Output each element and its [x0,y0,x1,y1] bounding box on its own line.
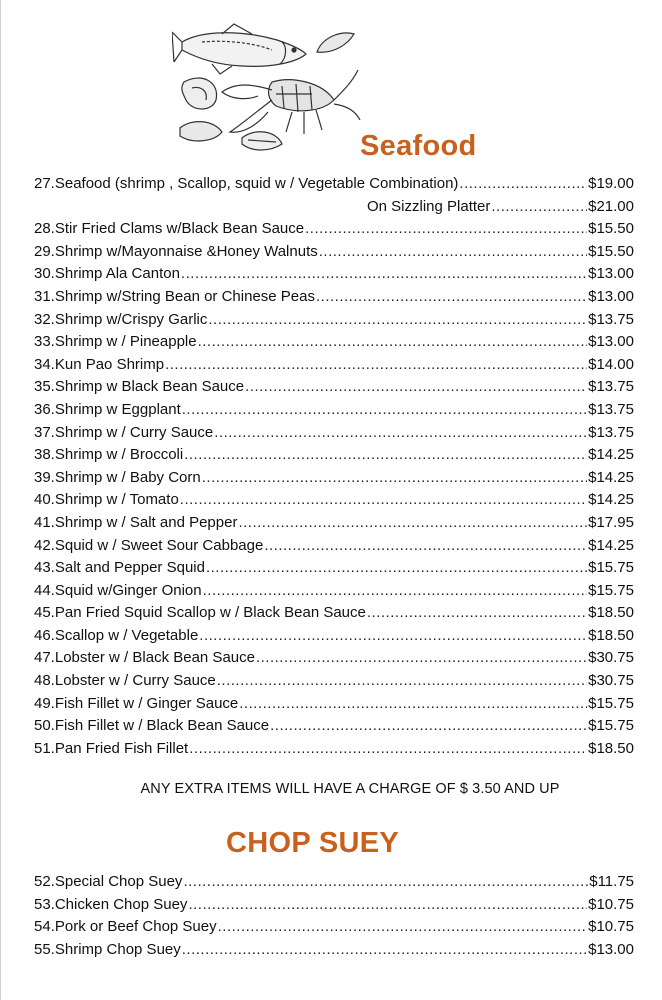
dot-leader [184,444,587,467]
menu-item-price: $13.75 [588,423,634,441]
dot-leader [256,647,587,670]
menu-item [34,309,634,332]
menu-item-price: $13.00 [588,265,634,283]
menu-item-name: On Sizzling Platter [367,197,491,215]
menu-item-price: $15.75 [588,581,634,599]
menu-item [34,715,634,738]
menu-item-price: $14.25 [588,536,634,554]
dot-leader [245,376,587,399]
menu-item [34,331,634,354]
menu-item [34,647,634,670]
menu-item [34,535,634,558]
menu-item-name: 46.Scallop w / Vegetable [34,626,199,644]
menu-item-price: $10.75 [588,895,634,913]
menu-item [34,422,634,445]
menu-item-price: $30.75 [588,672,634,690]
menu-item-name: 28.Stir Fried Clams w/Black Bean Sauce [34,220,305,238]
menu-item-name: 42.Squid w / Sweet Sour Cabbage [34,536,264,554]
menu-item-name: 39.Shrimp w / Baby Corn [34,468,201,486]
menu-item-price: $19.00 [588,175,634,192]
menu-item-price: $21.00 [588,197,634,215]
menu-item-name: 43.Salt and Pepper Squid [34,559,205,577]
menu-item [34,916,634,939]
dot-leader [218,916,588,939]
dot-leader [319,241,587,264]
menu-item-name: 41.Shrimp w / Salt and Pepper [34,513,238,531]
menu-item-name: 35.Shrimp w Black Bean Sauce [34,378,245,396]
dot-leader [367,602,587,625]
menu-item-name: 38.Shrimp w / Broccoli [34,446,184,464]
menu-item [34,670,634,693]
menu-item-name: 31.Shrimp w/String Bean or Chinese Peas [34,287,315,305]
menu-item-price: $17.95 [588,513,634,531]
seafood-heading: Seafood [360,130,477,162]
menu-item-name: 45.Pan Fried Squid Scallop w / Black Bean Sauce [34,604,366,622]
menu-item-name: 49.Fish Fillet w / Ginger Sauce [34,694,239,712]
dot-leader [270,715,587,738]
menu-item-price: $18.50 [588,739,634,757]
dot-leader [182,939,587,962]
menu-item [34,263,634,286]
dot-leader [238,512,587,535]
menu-item [34,512,634,535]
menu-item [34,894,634,917]
menu-item-price: $13.00 [588,940,634,958]
menu-item [34,173,634,196]
dot-leader [189,738,587,761]
menu-item [34,625,634,648]
menu-item [34,196,634,219]
dot-leader [316,286,587,309]
menu-item-name: 55.Shrimp Chop Suey [34,940,181,958]
menu-item-price: $14.25 [588,468,634,486]
menu-item [34,354,634,377]
menu-item [34,399,634,422]
dot-leader [198,331,588,354]
dot-leader [305,218,587,241]
chop-suey-heading: CHOP SUEY [226,827,399,859]
menu-item [34,693,634,716]
menu-item-name: 44.Squid w/Ginger Onion [34,581,202,599]
page-edge [0,0,1,1000]
menu-item [34,376,634,399]
extra-charge-notice: ANY EXTRA ITEMS WILL HAVE A CHARGE OF $ 3.50 AND UP [140,781,560,797]
menu-item-price: $13.75 [588,400,634,418]
dot-leader [181,263,587,286]
seafood-menu-list [34,173,634,760]
dot-leader [239,693,587,716]
menu-item-name: 36.Shrimp w Eggplant [34,400,181,418]
chop-suey-menu-list [34,871,634,961]
menu-item [34,557,634,580]
menu-item-name: 27.Seafood (shrimp , Scallop, squid w / Vegetable Combination) [34,175,459,192]
menu-item-price: $15.50 [588,242,634,260]
dot-leader [264,535,587,558]
menu-item-price: $15.75 [588,694,634,712]
dot-leader [203,580,588,603]
menu-item-price: $11.75 [589,873,634,890]
menu-item [34,580,634,603]
menu-item-price: $13.75 [588,310,634,328]
dot-leader [206,557,587,580]
menu-item [34,871,634,894]
dot-leader [199,625,587,648]
menu-item-name: 32.Shrimp w/Crispy Garlic [34,310,208,328]
menu-item-name: 33.Shrimp w / Pineapple [34,333,197,351]
menu-item-price: $14.25 [588,446,634,464]
menu-item-name: 50.Fish Fillet w / Black Bean Sauce [34,717,270,735]
dot-leader [182,399,587,422]
menu-item-name: 51.Pan Fried Fish Fillet [34,739,189,757]
menu-item-name: 34.Kun Pao Shrimp [34,355,165,373]
menu-item-price: $13.00 [588,287,634,305]
menu-item-name: 47.Lobster w / Black Bean Sauce [34,649,255,667]
dot-leader [217,670,587,693]
menu-item [34,489,634,512]
menu-item-name: 48.Lobster w / Curry Sauce [34,672,216,690]
dot-leader [165,354,587,377]
menu-item-price: $15.50 [588,220,634,238]
menu-item-price: $15.75 [588,717,634,735]
menu-item-price: $14.25 [588,491,634,509]
seafood-illustration [172,20,362,160]
menu-item [34,939,634,962]
menu-item-price: $18.50 [588,626,634,644]
menu-item-name: 30.Shrimp Ala Canton [34,265,180,283]
menu-item-name: 53.Chicken Chop Suey [34,895,188,913]
menu-item-name: 37.Shrimp w / Curry Sauce [34,423,214,441]
menu-item [34,602,634,625]
menu-item [34,467,634,490]
dot-leader [202,467,587,490]
dot-leader [183,871,588,894]
menu-item-price: $18.50 [588,604,634,622]
menu-item-name: 29.Shrimp w/Mayonnaise &Honey Walnuts [34,242,318,260]
dot-leader [214,422,587,445]
dot-leader [208,309,587,332]
menu-item-price: $30.75 [588,649,634,667]
dot-leader [459,173,587,196]
menu-item [34,218,634,241]
menu-item-name: 54.Pork or Beef Chop Suey [34,918,217,936]
menu-item [34,738,634,761]
menu-item-price: $10.75 [588,918,634,936]
menu-item-price: $13.00 [588,333,634,351]
menu-item [34,286,634,309]
menu-item [34,444,634,467]
menu-item [34,241,634,264]
menu-item-price: $13.75 [588,378,634,396]
dot-leader [180,489,587,512]
dot-leader [491,196,587,219]
dot-leader [188,894,587,917]
menu-item-name: 52.Special Chop Suey [34,873,183,890]
menu-item-name: 40.Shrimp w / Tomato [34,491,179,509]
menu-item-price: $14.00 [588,355,634,373]
menu-item-price: $15.75 [588,559,634,577]
